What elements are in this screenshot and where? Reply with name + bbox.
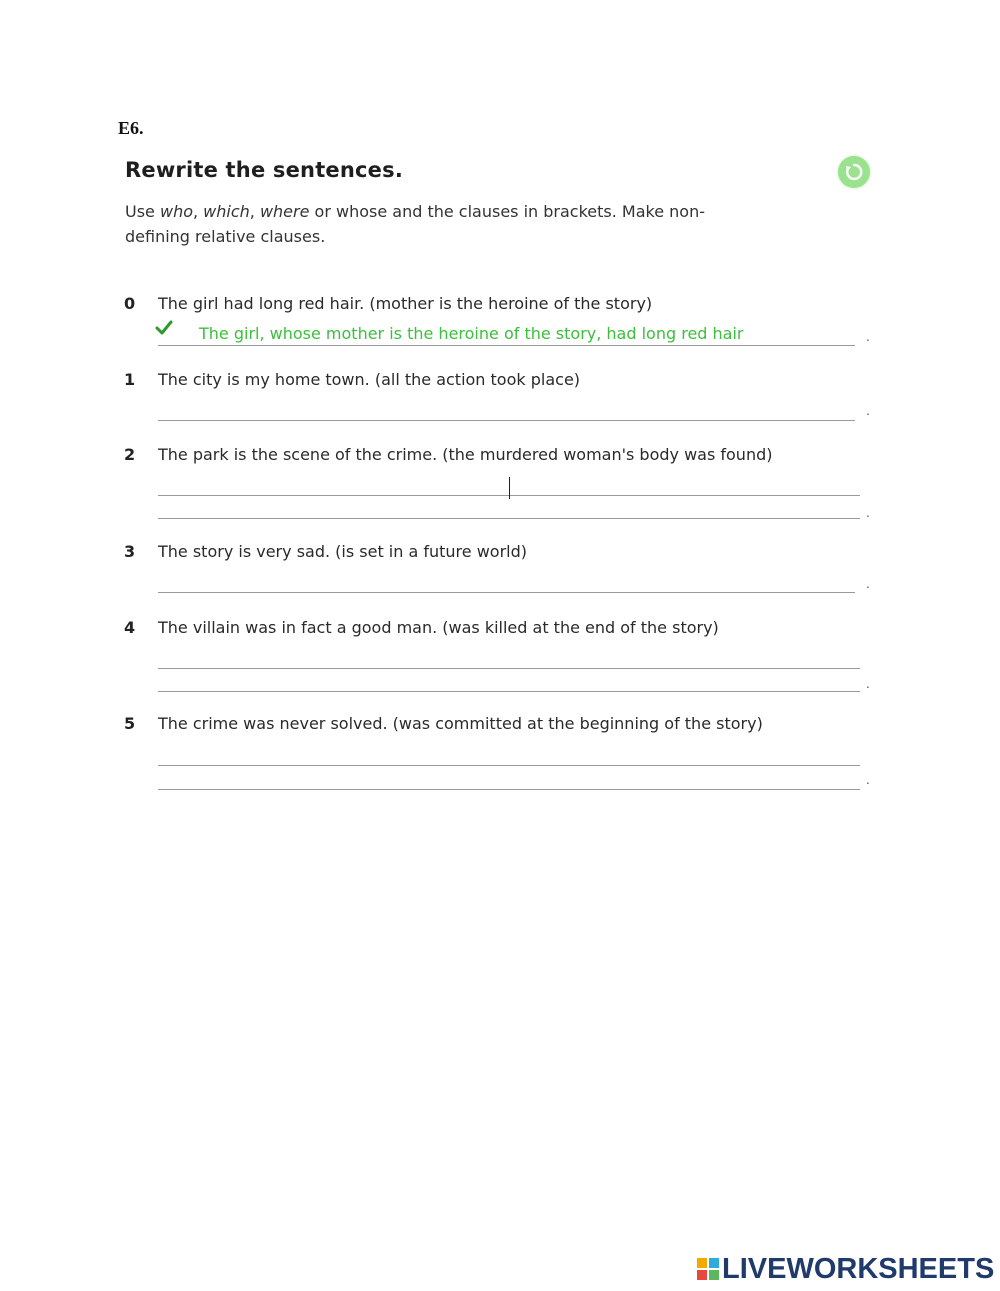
instructions-text: Use — [125, 202, 160, 221]
exercise-title: Rewrite the sentences. — [125, 158, 403, 182]
exercise-prompt: The girl had long red hair. (mother is the heroine of the story) — [158, 294, 653, 313]
answer-field-4[interactable] — [160, 645, 858, 667]
refresh-button[interactable] — [838, 156, 870, 188]
text-cursor — [509, 477, 510, 499]
exercise-number: 1 — [124, 370, 136, 389]
sentence-period: . — [866, 330, 870, 344]
answer-field-5[interactable] — [160, 742, 858, 764]
exercise-number: 3 — [124, 542, 136, 561]
answer-underline — [158, 345, 855, 346]
answer-underline — [158, 518, 860, 519]
sentence-period: . — [866, 404, 870, 418]
logo-text: LIVEWORKSHEETS — [722, 1252, 995, 1285]
sentence-period: . — [866, 577, 870, 591]
exercise-prompt: The city is my home town. (all the action took place) — [158, 370, 581, 389]
answer-field-0-value[interactable]: The girl, whose mother is the heroine of the story, had long red hair — [199, 324, 744, 343]
exercise-prompt: The story is very sad. (is set in a future world) — [158, 542, 528, 561]
exercise-number: 5 — [124, 714, 136, 733]
instructions-line2: defining relative clauses. — [125, 227, 326, 246]
instructions-text: or whose and the clauses in brackets. Make non- — [309, 202, 705, 221]
instructions-text: , — [193, 202, 204, 221]
instructions-text: , — [249, 202, 260, 221]
exercise-label: E6. — [118, 118, 144, 138]
liveworksheets-logo — [697, 1253, 994, 1285]
instructions-where: where — [259, 202, 310, 221]
sentence-period: . — [866, 773, 870, 787]
exercise-number: 4 — [124, 618, 136, 637]
answer-underline — [158, 592, 855, 593]
exercise-number: 2 — [124, 445, 136, 464]
sentence-period: . — [866, 506, 870, 520]
answer-underline — [158, 691, 860, 692]
instructions-which: which — [203, 202, 250, 221]
instructions — [125, 199, 815, 249]
exercise-prompt: The crime was never solved. (was committed at the beginning of the story) — [158, 714, 763, 733]
answer-underline — [158, 789, 860, 790]
answer-underline — [158, 668, 860, 669]
refresh-icon — [844, 162, 864, 182]
answer-field-1[interactable] — [160, 397, 854, 419]
answer-field-3[interactable] — [160, 569, 854, 591]
exercise-prompt: The villain was in fact a good man. (was killed at the end of the story) — [158, 618, 719, 637]
exercise-number: 0 — [124, 294, 136, 313]
sentence-period: . — [866, 677, 870, 691]
exercise-prompt: The park is the scene of the crime. (the murdered woman's body was found) — [158, 445, 773, 464]
logo-mark-icon — [697, 1258, 719, 1280]
instructions-who: who — [159, 202, 193, 221]
answer-underline — [158, 765, 860, 766]
check-icon — [155, 320, 173, 340]
answer-underline — [158, 420, 855, 421]
